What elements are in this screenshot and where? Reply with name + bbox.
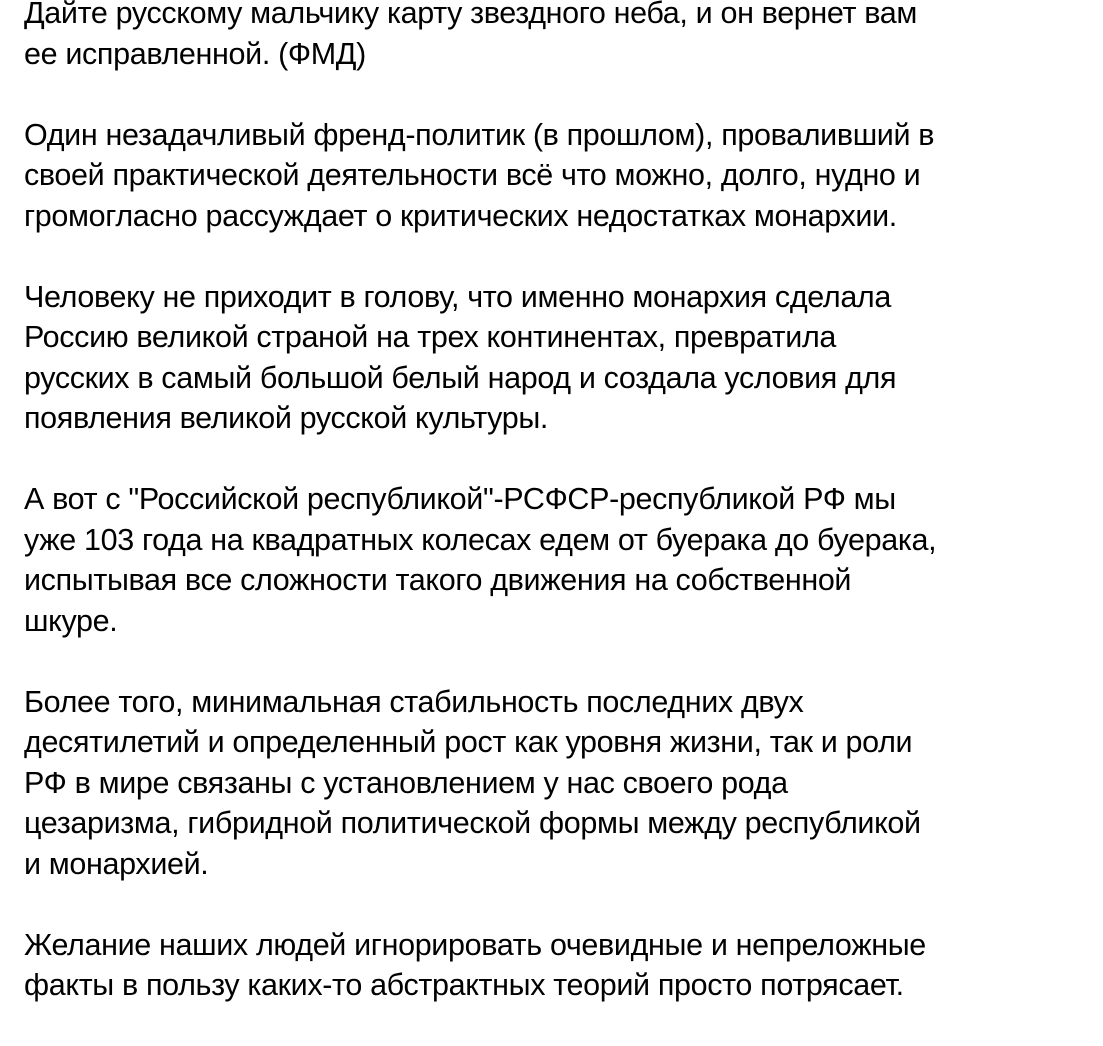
text-line: А вот с "Российской республикой"-РСФСР-республикой РФ мы	[24, 482, 896, 516]
paragraph-politician	[24, 115, 1096, 237]
text-line: ее исправленной. (ФМД)	[24, 36, 366, 71]
text-line: испытывая все сложности такого движения на собственной	[24, 563, 852, 597]
paragraph-quote	[24, 0, 1096, 74]
text-line: Дайте русскому мальчику карту звездного неба, и он вернет вам	[24, 0, 917, 30]
paragraph-stability	[24, 682, 1096, 885]
text-line: Более того, минимальная стабильность последних двух	[24, 684, 804, 719]
text-line: громогласно рассуждает о критических недостатках монархии.	[24, 198, 897, 233]
text-line: появления великой русской культуры.	[24, 401, 549, 435]
text-line: Человеку не приходит в голову, что именно монархия сделала	[24, 279, 891, 314]
text-line: уже 103 года на квадратных колесах едем от буерака до буерака,	[24, 522, 937, 557]
text-line: Один незадачливый френд-политик (в прошлом), проваливший в	[24, 117, 935, 152]
text-line: и монархией.	[24, 846, 209, 881]
text-line: РФ в мире связаны с установлением у нас своего рода	[24, 765, 788, 800]
text-line: своей практической деятельности всё что можно, долго, нудно и	[24, 158, 921, 192]
post-text	[24, 0, 1096, 1046]
paragraph-monarchy	[24, 277, 1096, 439]
paragraph-conclusion	[24, 925, 1096, 1006]
text-line: десятилетий и определенный рост как уровня жизни, так и роли	[24, 725, 913, 759]
paragraph-republic	[24, 479, 1096, 641]
text-line: Желание наших людей игнорировать очевидные и непреложные	[24, 927, 926, 962]
text-line: цезаризма, гибридной политической формы между республикой	[24, 806, 921, 840]
text-line: русских в самый большой белый народ и создала условия для	[24, 360, 897, 395]
text-line: Россию великой страной на трех континентах, превратила	[24, 320, 837, 354]
text-line: факты в пользу каких-то абстрактных теорий просто потрясает.	[24, 968, 904, 1002]
text-line: шкуре.	[24, 603, 118, 638]
